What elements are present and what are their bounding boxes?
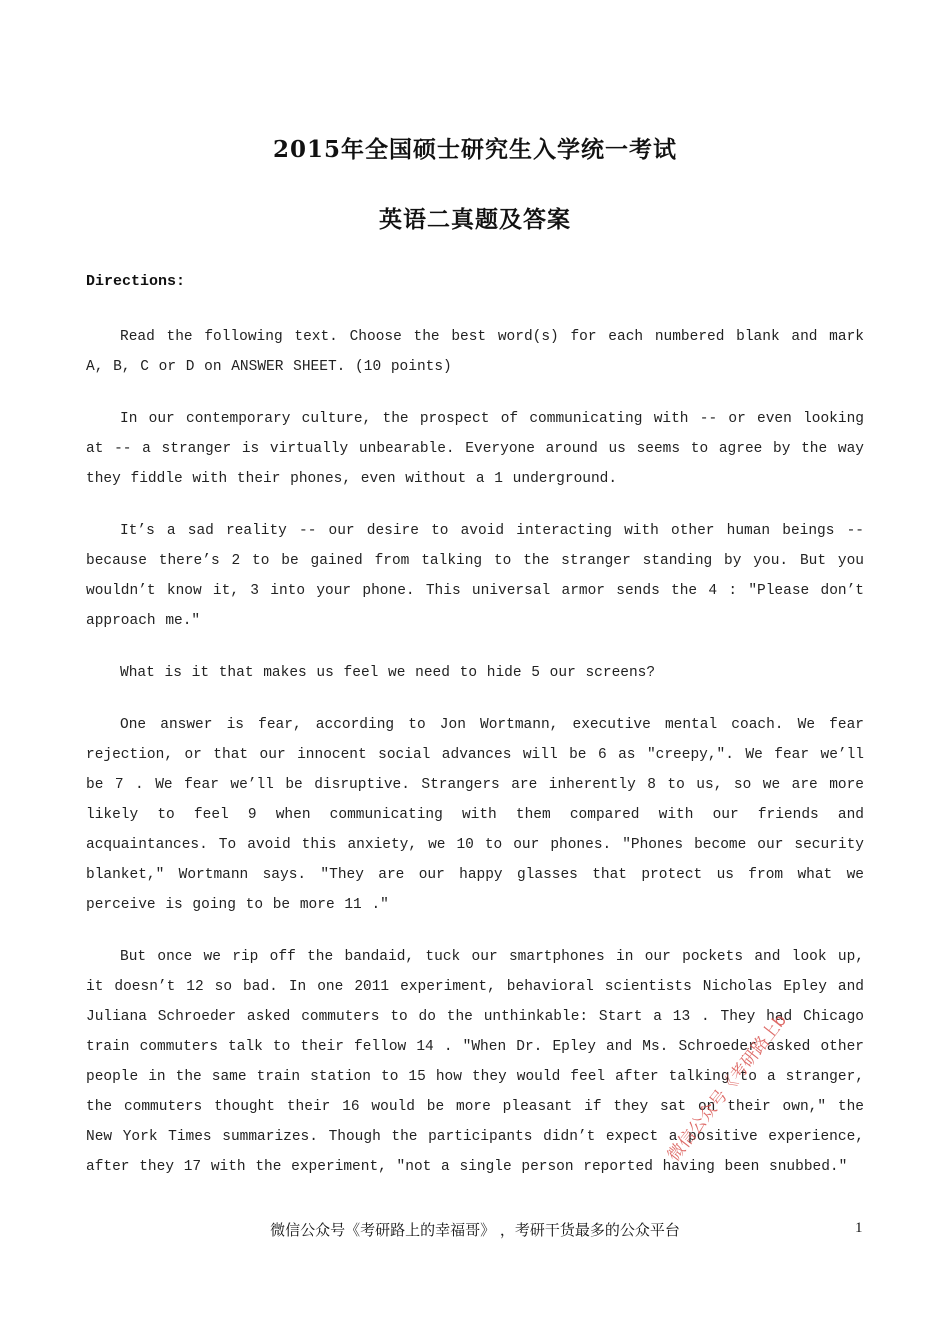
watermark-stamp: 微信公众号《考研路上b [663, 1010, 792, 1166]
page-footer: 微信公众号《考研路上的幸福哥》 ，考研干货最多的公众平台 [270, 1221, 680, 1239]
directions-heading: Directions: [86, 273, 186, 290]
page-number: 1 [855, 1220, 863, 1236]
paragraph-4: One answer is fear, according to Jon Wortmann, executive mental coach. We fear rejection, or that our innocent social advances will be 6 as "creepy,". We fear we’ll be 7 . We fear we’ll be disruptive. Strangers are inherently 8 to us, so we are more likely to feel 9 when communicating with them compared with our friends and acquaintances. To avoid this anxiety, we 10 to our phones. "Phones become our security blanket," Wortmann says. "They are our happy glasses that protect us from what we perceive is going to be more 11 ." [86, 717, 864, 913]
page-title: 2015年全国硕士研究生入学统一考试 [272, 136, 677, 163]
paragraph-1: In our contemporary culture, the prospect of communicating with -- or even looking at -- a stranger is virtually unbearable. Everyone around us seems to agree by the way they fiddle with their phones, even without a 1 underground. [86, 411, 864, 487]
paragraph-3: What is it that makes us feel we need to hide 5 our screens? [120, 665, 656, 681]
paragraph-instructions: Read the following text. Choose the best word(s) for each numbered blank and mark A, B, C or D on ANSWER SHEET. (10 points) [86, 329, 864, 375]
paragraph-2: It’s a sad reality -- our desire to avoid interacting with other human beings -- because there’s 2 to be gained from talking to the stranger standing by you. But you wouldn’t know it, 3 into your phone. This universal armor sends the 4 : "Please don’t approach me." [86, 523, 864, 629]
paragraph-5: But once we rip off the bandaid, tuck our smartphones in our pockets and look up, it doesn’t 12 so bad. In one 2011 experiment, behavioral scientists Nicholas Epley and Juliana Schroeder asked commuters to do the unthinkable: Start a 13 . They had Chicago train commuters talk to their fellow 14 . "When Dr. Epley and Ms. Schroeder asked other people in the same train station to 15 how they would feel after talking to a stranger, the commuters thought their 16 would be more pleasant if they sat on their own," the New York Times summarizes. Though the participants didn’t expect a positive experience, after they 17 with the experiment, "not a single person reported having been snubbed." [86, 949, 864, 1175]
page-subtitle: 英语二真题及答案 [379, 206, 571, 233]
